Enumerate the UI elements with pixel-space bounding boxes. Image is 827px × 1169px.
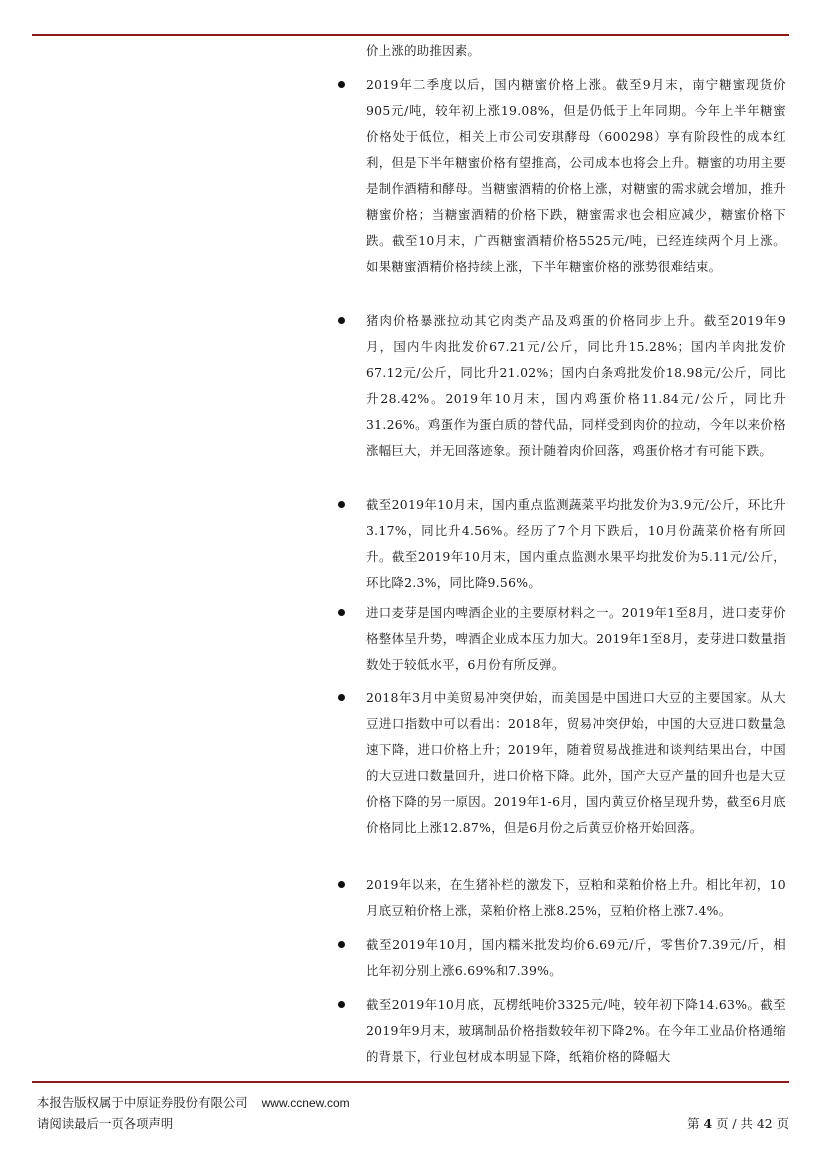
disclaimer-text: 请阅读最后一页各项声明 — [37, 1116, 174, 1131]
bullet-icon — [338, 694, 345, 701]
list-item-text: 截至2019年10月，国内糯米批发均价6.69元/斤，零售价7.39元/斤，相比年初分别上涨6.69%和7.39%。 — [366, 937, 786, 978]
list-item-text: 截至2019年10月末，国内重点监测蔬菜平均批发价为3.9元/公斤，环比升3.17%，同比升4.56%。经历了7个月下跌后，10月份蔬菜价格有所回升。截至2019年10月末，国内重点监测水果平均批发价为5.11元/公斤，环比降2.3%，同比降9.56%。 — [366, 497, 786, 590]
footer-line-2 — [37, 1114, 789, 1132]
list-item-text: 2018年3月中美贸易冲突伊始，而美国是中国进口大豆的主要国家。从大豆进口指数中可以看出：2018年，贸易冲突伊始，中国的大豆进口数量急速下降，进口价格上升；2019年，随着贸易战推进和谈判结果出台，中国的大豆进口数量回升，进口价格下降。此外，国产大豆产量的回升也是大豆价格下降的另一原因。2019年1-6月，国内黄豆价格呈现升势，截至6月底价格同比上涨12.87%，但是6月份之后黄豆价格开始回落。 — [366, 690, 786, 835]
footer-line-1 — [37, 1093, 789, 1111]
list-item-text: 2019年以来，在生猪补栏的激发下，豆粕和菜粕价格上升。相比年初，10月底豆粕价格上涨，菜粕价格上涨8.25%，豆粕价格上涨7.4%。 — [366, 877, 786, 918]
page-prefix: 第 — [687, 1116, 700, 1131]
list-item — [336, 72, 786, 280]
bullet-icon — [338, 81, 345, 88]
page-number: 4 — [703, 1116, 713, 1131]
list-item — [336, 600, 786, 678]
bullet-icon — [338, 501, 345, 508]
page-middle: 页 / 共 — [716, 1116, 753, 1131]
list-item-text: 进口麦芽是国内啤酒企业的主要原材料之一。2019年1至8月，进口麦芽价格整体呈升势，啤酒企业成本压力加大。2019年1至8月，麦芽进口数量指数处于较低水平，6月份有所反弹。 — [366, 605, 786, 672]
page-suffix: 页 — [776, 1116, 789, 1131]
total-pages: 42 — [756, 1116, 773, 1131]
bullet-icon — [338, 881, 345, 888]
website-link[interactable]: www.ccnew.com — [261, 1096, 350, 1110]
list-item-text: 2019年二季度以后，国内糖蜜价格上涨。截至9月末，南宁糖蜜现货价905元/吨，较年初上涨19.08%，但是仍低于上年同期。今年上半年糖蜜价格处于低位，相关上市公司安琪酵母（600298）享有阶段性的成本红利，但是下半年糖蜜价格有望推高，公司成本也将会上升。糖蜜的功用主要是制作酒精和酵母。当糖蜜酒精的价格上涨，对糖蜜的需求就会增加，推升糖蜜价格；当糖蜜酒精的价格下跌，糖蜜需求也会相应减少，糖蜜价格下跌。截至10月末，广西糖蜜酒精价格5525元/吨，已经连续两个月上涨。如果糖蜜酒精价格持续上涨，下半年糖蜜价格的涨势很难结束。 — [366, 77, 786, 274]
list-item — [336, 685, 786, 841]
list-item — [336, 492, 786, 596]
page-indicator — [687, 1114, 789, 1132]
header-rule — [32, 34, 789, 36]
footer-rule — [32, 1081, 789, 1083]
list-item — [336, 872, 786, 924]
bullet-icon — [338, 317, 345, 324]
list-item — [336, 308, 786, 464]
continued-paragraph: 价上涨的助推因素。 — [366, 43, 481, 58]
list-item-text: 截至2019年10月底，瓦楞纸吨价3325元/吨，较年初下降14.63%。截至2019年9月末，玻璃制品价格指数较年初下降2%。在今年工业品价格通缩的背景下，行业包材成本明显下降，纸箱价格的降幅大 — [366, 997, 786, 1064]
list-item — [336, 992, 786, 1070]
list-item-text: 猪肉价格暴涨拉动其它肉类产品及鸡蛋的价格同步上升。截至2019年9月，国内牛肉批发价67.21元/公斤，同比升15.28%；国内羊肉批发价67.12元/公斤，同比升21.02%；国内白条鸡批发价18.98元/公斤，同比升28.42%。2019年10月末，国内鸡蛋价格11.84元/公斤，同比升31.26%。鸡蛋作为蛋白质的替代品，同样受到肉价的拉动，今年以来价格涨幅巨大，并无回落迹象。预计随着肉价回落，鸡蛋价格才有可能下跌。 — [366, 313, 786, 458]
bullet-icon — [338, 941, 345, 948]
bullet-icon — [338, 1001, 345, 1008]
copyright-text: 本报告版权属于中原证券股份有限公司 — [37, 1095, 248, 1110]
bullet-icon — [338, 609, 345, 616]
list-item — [336, 932, 786, 984]
